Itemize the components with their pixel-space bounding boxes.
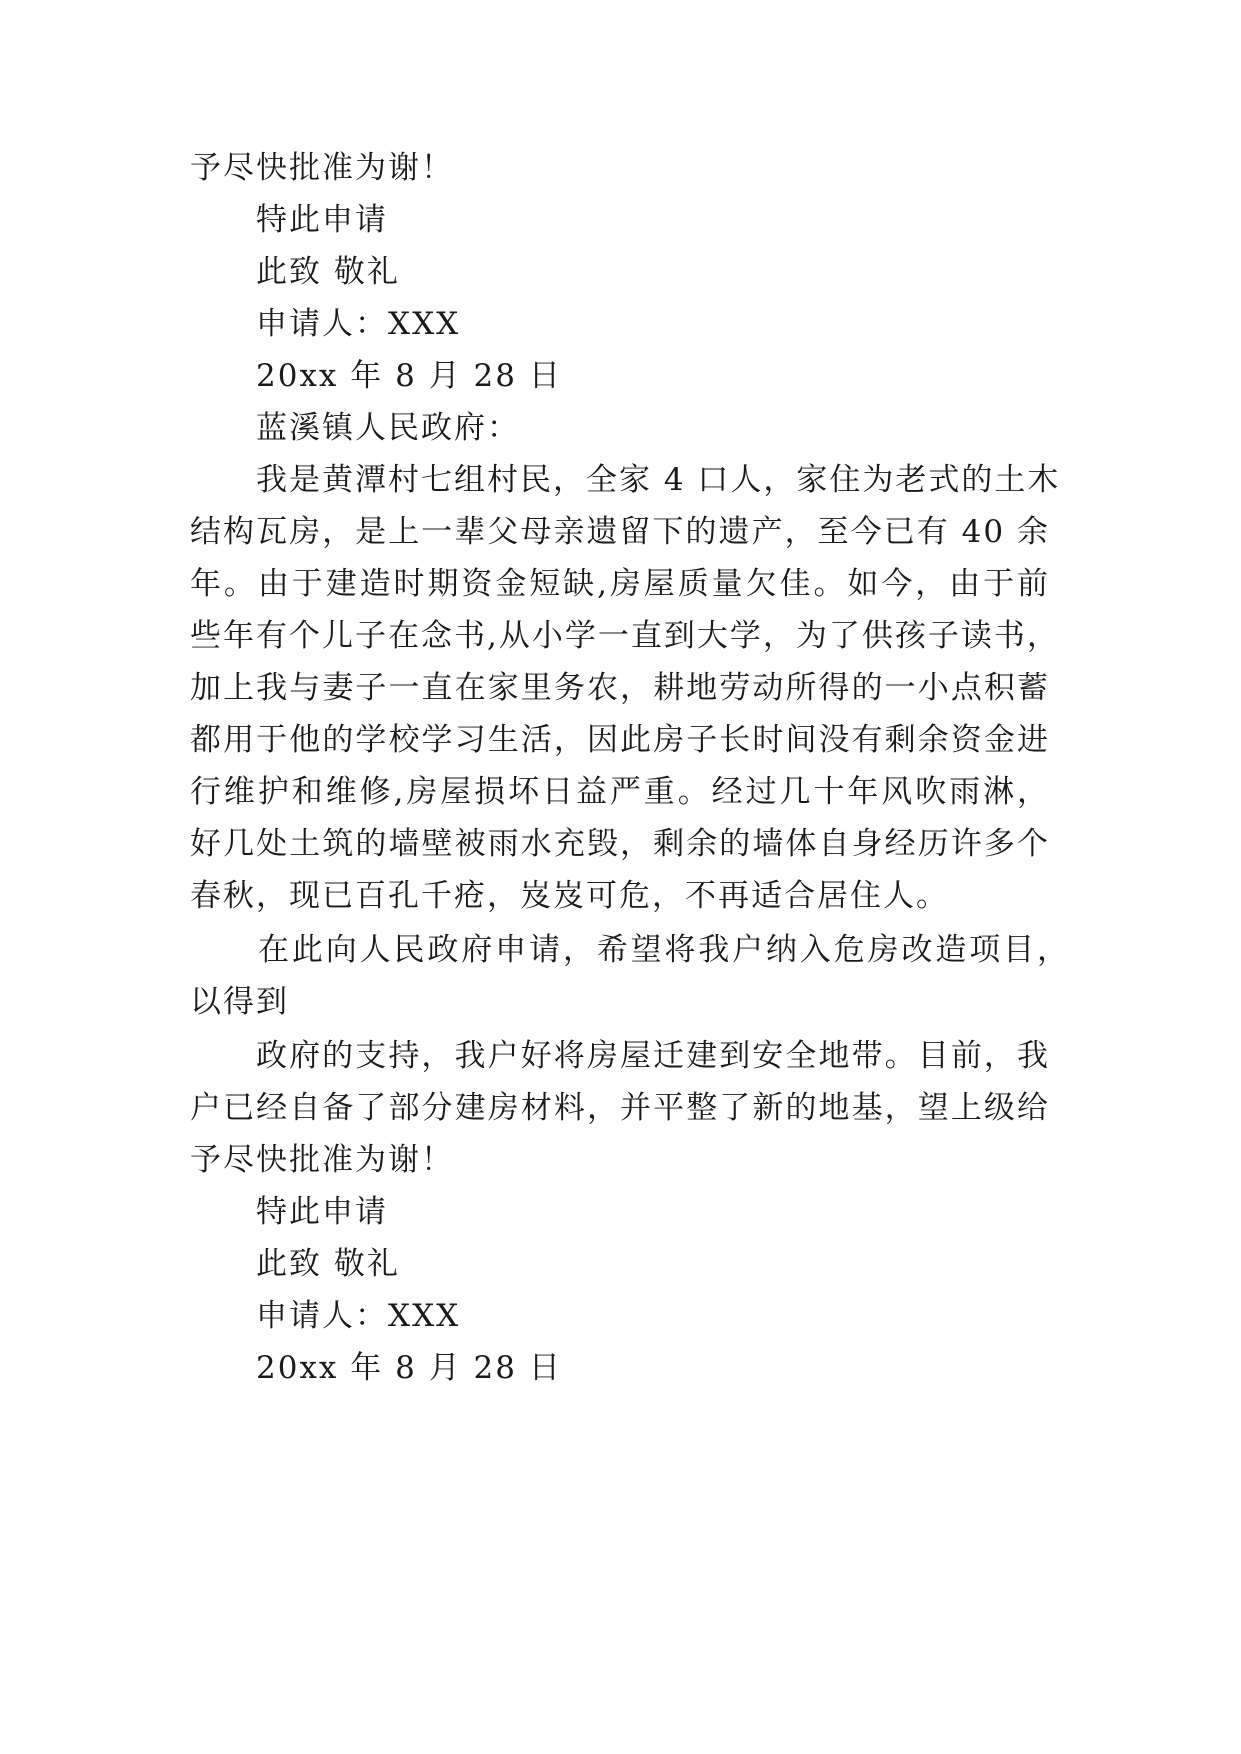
body-line: 户已经自备了部分建房材料，并平整了新的地基，望上级给 xyxy=(190,1090,1050,1126)
continuation-line: 予尽快批准为谢！ xyxy=(190,150,454,186)
body-line: 加上我与妻子一直在家里务农，耕地劳动所得的一小点积蓄 xyxy=(190,670,1050,706)
body-line: 行维护和维修,房屋损坏日益严重。经过几十年风吹雨淋， xyxy=(190,774,1050,810)
date-line: 20xx 年 8 月 28 日 xyxy=(256,358,562,394)
body-line: 予尽快批准为谢！ xyxy=(190,1142,454,1178)
body-line: 政府的支持，我户好将房屋迁建到安全地带。目前，我 xyxy=(256,1038,1050,1074)
body-line: 春秋，现已百孔千疮，岌岌可危，不再适合居住人。 xyxy=(190,878,949,914)
recipient-line: 蓝溪镇人民政府： xyxy=(256,410,520,446)
body-line: 都用于他的学校学习生活，因此房子长时间没有剩余资金进 xyxy=(190,722,1050,758)
body-line: 些年有个儿子在念书,从小学一直到大学，为了供孩子读书， xyxy=(190,618,1060,654)
body-line: 年。由于建造时期资金短缺,房屋质量欠佳。如今，由于前 xyxy=(190,566,1050,602)
closing-phrase: 特此申请 xyxy=(256,1194,388,1230)
applicant-line: 申请人：XXX xyxy=(256,1298,461,1334)
closing-phrase: 特此申请 xyxy=(256,202,388,238)
body-line: 在此向人民政府申请，希望将我户纳入危房改造项目， xyxy=(258,932,1070,968)
applicant-line: 申请人：XXX xyxy=(256,306,461,342)
date-line: 20xx 年 8 月 28 日 xyxy=(256,1350,562,1386)
body-line: 结构瓦房，是上一辈父母亲遗留下的遗产，至今已有 40 余 xyxy=(190,514,1050,550)
body-line: 我是黄潭村七组村民，全家 4 口人，家住为老式的土木 xyxy=(256,462,1061,498)
body-line: 好几处土筑的墙壁被雨水充毁，剩余的墙体自身经历许多个 xyxy=(190,826,1050,862)
salutation: 此致 敬礼 xyxy=(256,1246,400,1282)
body-line: 以得到 xyxy=(190,984,289,1020)
salutation: 此致 敬礼 xyxy=(256,254,400,290)
